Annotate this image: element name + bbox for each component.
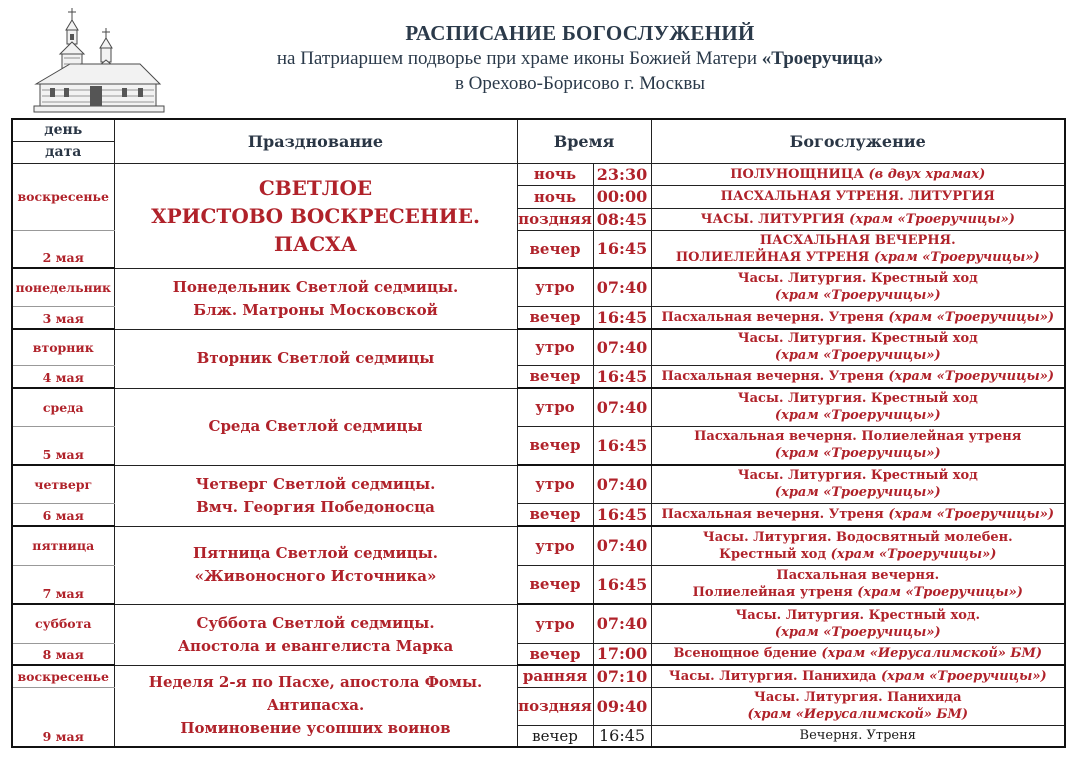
time-label: ранняя: [517, 665, 593, 687]
service-line: [652, 368, 1065, 385]
time-value: 17:00: [593, 643, 651, 665]
service-note: (храм «Троеручицы»): [830, 546, 997, 562]
celebration-cell: [114, 268, 517, 329]
service-text: ЧАСЫ. ЛИТУРГИЯ: [700, 211, 845, 227]
service-note: (храм «Троеручицы»): [774, 408, 941, 424]
table-row: [12, 665, 1065, 687]
schedule-table: [11, 118, 1066, 748]
service-text: Всенощное бдение: [673, 646, 817, 662]
celebration-line: Неделя 2-я по Пасхе, апостола Фомы.: [148, 673, 483, 692]
time-value: 07:40: [593, 526, 651, 565]
date-cell: 4 мая: [12, 365, 114, 388]
service-line: [652, 584, 1065, 601]
celebration-cell: [114, 526, 517, 604]
time-value: 07:40: [593, 604, 651, 643]
time-label: ночь: [517, 163, 593, 185]
service-line: [652, 407, 1065, 424]
service-text: ПОЛУНОЩНИЦА: [730, 166, 864, 182]
time-label: вечер: [517, 426, 593, 465]
service-line: [652, 232, 1065, 249]
time-label: утро: [517, 465, 593, 503]
service-cell: [651, 687, 1065, 725]
date-cell: 2 мая: [12, 230, 114, 268]
service-note: (храм «Троеручицы»): [774, 624, 941, 640]
subtitle-church-name: «Троеручица»: [761, 48, 884, 69]
celebration-cell: [114, 665, 517, 747]
service-text: Пасхальная вечерня. Утреня: [661, 506, 884, 522]
time-value: 07:40: [593, 388, 651, 426]
header: [0, 0, 1080, 118]
service-note: (храм «Троеручицы»): [888, 368, 1055, 384]
service-cell: [651, 163, 1065, 185]
celebration-line: «Живоносного Источника»: [194, 567, 437, 585]
service-text: ПОЛИЕЛЕЙНАЯ УТРЕНЯ: [675, 249, 870, 265]
service-note: (храм «Троеручицы»): [857, 585, 1023, 601]
weekday-cell: воскресенье: [12, 665, 114, 687]
service-cell: [651, 185, 1065, 208]
celebration-line: Антипасха.: [266, 696, 365, 715]
service-line: [652, 727, 1065, 744]
celebration-line: Среда Светлой седмицы: [208, 417, 423, 435]
date-cell: 7 мая: [12, 565, 114, 604]
table-row: [12, 329, 1065, 365]
service-cell: [651, 230, 1065, 268]
service-line: [652, 506, 1065, 523]
service-text: Часы. Литургия. Крестный ход: [737, 331, 978, 347]
service-cell: [651, 268, 1065, 306]
service-note: (храм «Троеручицы»): [888, 309, 1055, 325]
service-note: (храм «Иерусалимской» БМ): [747, 707, 969, 722]
time-value: 16:45: [593, 565, 651, 604]
subtitle-line: [160, 46, 1000, 71]
service-text: Полиелейная утреня: [692, 585, 853, 601]
time-label: поздняя: [517, 687, 593, 725]
service-note: (храм «Троеручицы»): [888, 506, 1055, 522]
table-row: [12, 526, 1065, 565]
time-value: 16:45: [593, 503, 651, 526]
service-line: [652, 484, 1065, 501]
time-value: 07:40: [593, 268, 651, 306]
celebration-line: Пятница Светлой седмицы.: [193, 544, 438, 562]
time-label: вечер: [517, 230, 593, 268]
column-header-date: дата: [12, 141, 114, 163]
celebration-cell: [114, 329, 517, 388]
column-header-day: день: [12, 119, 114, 141]
service-cell: [651, 208, 1065, 230]
service-text: Крестный ход: [719, 546, 827, 562]
service-line: [652, 249, 1065, 266]
time-label: утро: [517, 604, 593, 643]
service-note: (храм «Иерусалимской» БМ): [821, 646, 1043, 662]
service-text: Вечерня. Утреня: [799, 728, 916, 744]
time-label: вечер: [517, 306, 593, 329]
service-cell: [651, 388, 1065, 426]
time-label: ночь: [517, 185, 593, 208]
service-cell: [651, 526, 1065, 565]
schedule-body: [12, 163, 1065, 747]
celebration-cell: [114, 388, 517, 465]
service-cell: [651, 604, 1065, 643]
table-row: [12, 465, 1065, 503]
service-text: Часы. Литургия. Панихида: [754, 690, 962, 705]
celebration-line: ХРИСТОВО ВОСКРЕСЕНИЕ.: [151, 203, 480, 228]
celebration-line: Четверг Светлой седмицы.: [195, 474, 436, 493]
service-line: [652, 706, 1065, 723]
time-label: утро: [517, 388, 593, 426]
service-text: ПАСХАЛЬНАЯ УТРЕНЯ. ЛИТУРГИЯ: [720, 189, 995, 204]
service-line: [652, 166, 1065, 183]
service-note: (в двух храмах): [868, 166, 986, 182]
column-header-time: Время: [517, 119, 651, 163]
time-label: утро: [517, 329, 593, 365]
service-line: [652, 211, 1065, 228]
date-cell: 6 мая: [12, 503, 114, 526]
time-value: 16:45: [593, 725, 651, 747]
date-cell: 9 мая: [12, 687, 114, 747]
service-text: Часы. Литургия. Крестный ход: [737, 391, 978, 407]
time-value: 07:40: [593, 329, 651, 365]
service-cell: [651, 365, 1065, 388]
service-cell: [651, 725, 1065, 747]
service-line: [652, 390, 1065, 407]
weekday-cell: вторник: [12, 329, 114, 365]
celebration-line: ПАСХА: [274, 231, 357, 256]
service-line: [652, 270, 1065, 287]
service-cell: [651, 329, 1065, 365]
time-label: вечер: [517, 503, 593, 526]
service-cell: [651, 465, 1065, 503]
service-note: (храм «Троеручицы»): [774, 348, 941, 364]
celebration-line: Блж. Матроны Московской: [193, 300, 438, 319]
service-line: [652, 689, 1065, 706]
date-cell: 8 мая: [12, 643, 114, 665]
time-value: 16:45: [593, 426, 651, 465]
weekday-cell: суббота: [12, 604, 114, 643]
time-value: 07:40: [593, 465, 651, 503]
celebration-line: Вмч. Георгия Победоносца: [196, 497, 435, 516]
service-line: [652, 529, 1065, 546]
table-row: [12, 604, 1065, 643]
service-cell: [651, 643, 1065, 665]
service-text: Пасхальная вечерня.: [776, 568, 940, 584]
service-cell: [651, 306, 1065, 329]
celebration-line: СВЕТЛОЕ: [258, 175, 373, 200]
service-line: [652, 330, 1065, 347]
service-text: Пасхальная вечерня. Полиелейная утреня: [694, 429, 1022, 445]
service-line: [652, 607, 1065, 624]
service-cell: [651, 665, 1065, 687]
service-line: [652, 645, 1065, 662]
time-label: поздняя: [518, 210, 592, 228]
service-text: Часы. Литургия. Крестный ход: [737, 271, 978, 287]
time-value: 07:10: [593, 665, 651, 687]
celebration-line: Суббота Светлой седмицы.: [196, 613, 435, 632]
service-text: Часы. Литургия. Крестный ход: [737, 468, 978, 484]
service-line: [652, 546, 1065, 563]
service-text: Пасхальная вечерня. Утреня: [661, 309, 884, 325]
service-note: (храм «Троеручицы»): [774, 446, 941, 462]
subtitle-location: в Орехово-Борисово г. Москвы: [454, 73, 706, 94]
service-line: [652, 309, 1065, 326]
page-title: РАСПИСАНИЕ БОГОСЛУЖЕНИЙ: [405, 21, 755, 45]
celebration-line: Вторник Светлой седмицы: [196, 349, 435, 367]
date-cell: 5 мая: [12, 426, 114, 465]
service-note: (храм «Троеручицы»): [880, 668, 1047, 684]
time-value: 09:40: [593, 687, 651, 725]
service-text: Часы. Литургия. Панихида: [668, 668, 877, 684]
title-block: [160, 20, 1000, 96]
service-note: (храм «Троеручицы»): [774, 288, 941, 304]
service-cell: [651, 426, 1065, 465]
service-line: [652, 624, 1065, 641]
table-row: [12, 163, 1065, 185]
service-note: (храм «Троеручицы»): [849, 211, 1015, 227]
celebration-line: Понедельник Светлой седмицы.: [172, 277, 459, 296]
celebration-line: Поминовение усопших воинов: [180, 719, 451, 738]
service-line: [652, 445, 1065, 462]
column-header-celebration: Празднование: [114, 119, 517, 163]
celebration-line: Апостола и евангелиста Марка: [177, 636, 454, 655]
service-line: [652, 428, 1065, 445]
church-icon: [30, 6, 170, 114]
subtitle-prefix: на Патриаршем подворье при храме иконы Божией Матери: [276, 48, 757, 69]
time-value: 23:30: [593, 163, 651, 185]
weekday-cell: пятница: [12, 526, 114, 565]
table-row: [12, 268, 1065, 306]
service-text: Часы. Литургия. Водосвятный молебен.: [702, 529, 1013, 545]
service-note: (храм «Троеручицы»): [774, 485, 941, 501]
service-cell: [651, 503, 1065, 526]
service-text: ПАСХАЛЬНАЯ ВЕЧЕРНЯ.: [759, 232, 956, 248]
time-value: 16:45: [593, 230, 651, 268]
service-cell: [651, 565, 1065, 604]
time-label: вечер: [517, 365, 593, 388]
time-label: вечер: [517, 725, 593, 747]
service-line: [652, 567, 1065, 584]
weekday-cell: воскресенье: [12, 163, 114, 230]
time-value: 00:00: [593, 185, 651, 208]
celebration-cell: [114, 604, 517, 665]
service-line: [652, 287, 1065, 304]
date-cell: 3 мая: [12, 306, 114, 329]
time-label: утро: [517, 526, 593, 565]
service-line: [652, 347, 1065, 364]
time-label: утро: [517, 268, 593, 306]
time-label: вечер: [517, 565, 593, 604]
table-row: [12, 388, 1065, 426]
time-value: 16:45: [593, 365, 651, 388]
time-value: 16:45: [593, 306, 651, 329]
column-header-service: Богослужение: [651, 119, 1065, 163]
service-text: Часы. Литургия. Крестный ход.: [735, 607, 981, 623]
weekday-cell: среда: [12, 388, 114, 426]
service-text: Пасхальная вечерня. Утреня: [661, 368, 884, 384]
service-line: [652, 188, 1065, 205]
time-value: 08:45: [593, 208, 651, 230]
service-line: [652, 668, 1065, 685]
service-line: [652, 467, 1065, 484]
weekday-cell: понедельник: [12, 268, 114, 306]
celebration-cell: [114, 163, 517, 268]
service-note: (храм «Троеручицы»): [873, 249, 1040, 265]
weekday-cell: четверг: [12, 465, 114, 503]
celebration-cell: [114, 465, 517, 526]
time-label: вечер: [517, 643, 593, 665]
